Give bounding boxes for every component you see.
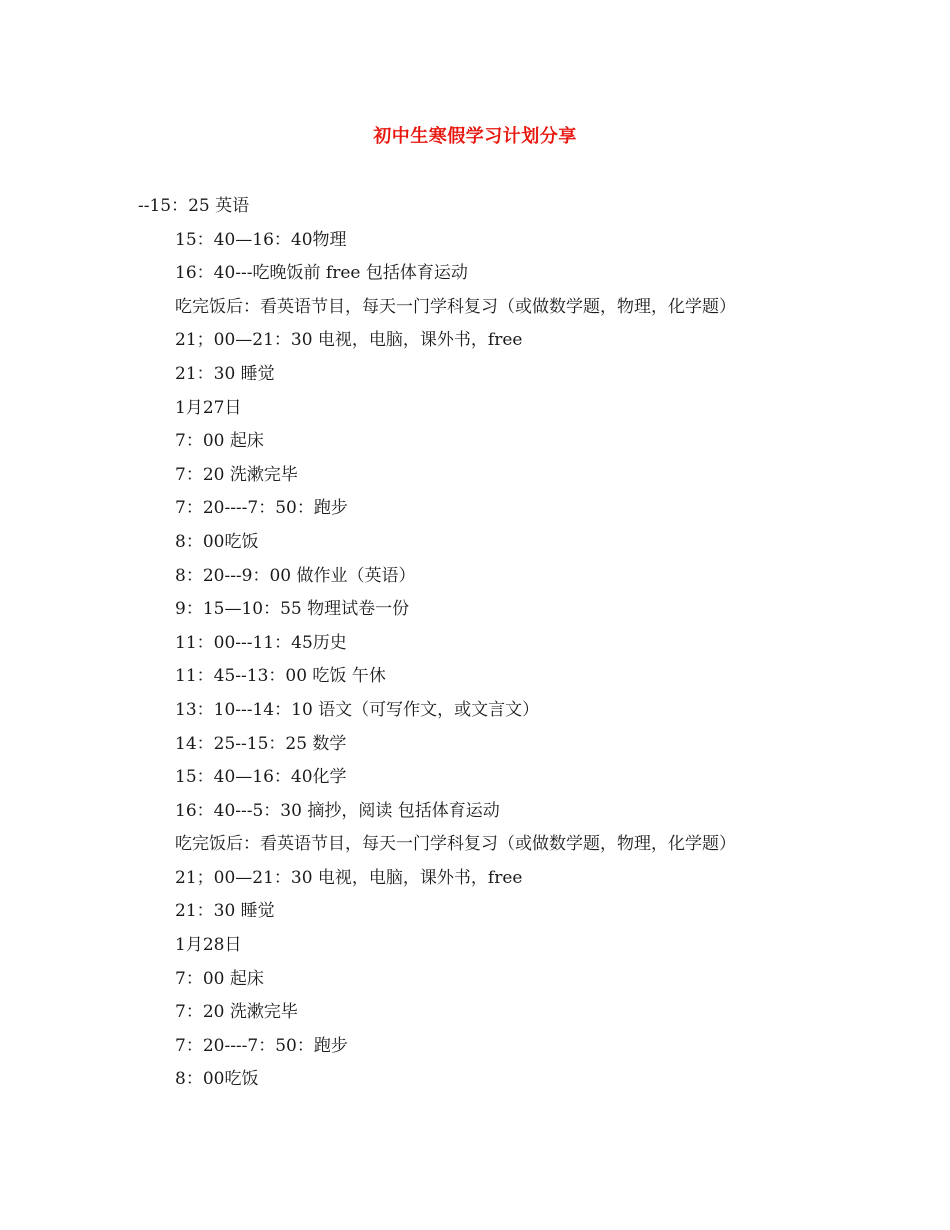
schedule-line: 21：30 睡觉 [175, 901, 275, 922]
schedule-line: 8：20---9：00 做作业（英语） [175, 565, 416, 586]
schedule-line: 16：40---5：30 摘抄，阅读 包括体育运动 [175, 800, 500, 821]
schedule-line: 11：00---11：45历史 [175, 632, 347, 653]
schedule-line: 15：40—16：40化学 [175, 767, 347, 788]
schedule-line: 21；00—21：30 电视，电脑，课外书，free [175, 330, 523, 351]
schedule-line: 7：00 起床 [175, 431, 264, 452]
schedule-line: 8：00吃饭 [175, 1069, 259, 1090]
schedule-line: 21；00—21：30 电视，电脑，课外书，free [175, 867, 523, 888]
document-title: 初中生寒假学习计划分享 [373, 126, 577, 147]
schedule-line: 13：10---14：10 语文（可写作文，或文言文） [175, 699, 540, 720]
schedule-line: 吃完饭后：看英语节目，每天一门学科复习（或做数学题，物理，化学题） [175, 296, 736, 317]
schedule-line: 21：30 睡觉 [175, 363, 275, 384]
date-heading: 1月27日 [175, 397, 242, 418]
schedule-line: 15：40—16：40物理 [175, 229, 347, 250]
schedule-line: --15：25 英语 [138, 196, 250, 216]
schedule-line: 7：20----7：50：跑步 [175, 1035, 348, 1056]
date-heading: 1月28日 [175, 935, 242, 956]
schedule-line: 7：20----7：50：跑步 [175, 498, 348, 519]
schedule-text [0, 193, 950, 1100]
schedule-line: 7：20 洗漱完毕 [175, 1002, 298, 1023]
schedule-line: 14：25--15：25 数学 [175, 733, 347, 754]
schedule-line: 7：20 洗漱完毕 [175, 464, 298, 485]
schedule-line: 9：15—10：55 物理试卷一份 [175, 599, 410, 620]
schedule-line: 16：40---吃晚饭前 free 包括体育运动 [175, 263, 468, 284]
schedule-line: 11：45--13：00 吃饭 午休 [175, 666, 386, 687]
schedule-line: 吃完饭后：看英语节目，每天一门学科复习（或做数学题，物理，化学题） [175, 834, 736, 855]
schedule-line: 7：00 起床 [175, 968, 264, 989]
schedule-line: 8：00吃饭 [175, 531, 259, 552]
